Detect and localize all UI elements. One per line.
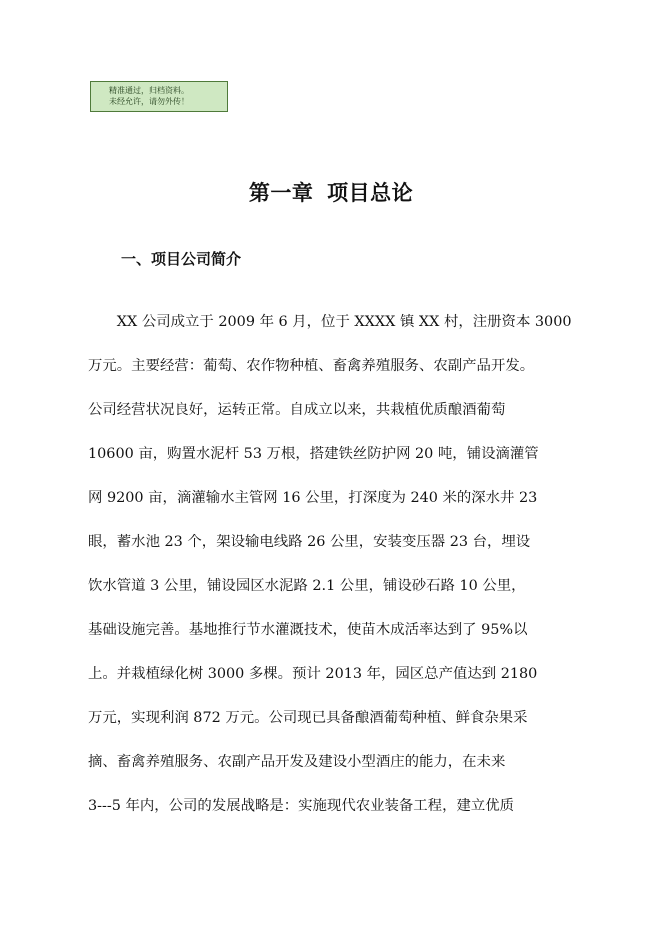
paragraph-line: 万元，实现利润 872 万元。公司现已具备酿酒葡萄种植、鲜食杂果采 — [88, 710, 528, 726]
paragraph-line: 饮水管道 3 公里，铺设园区水泥路 2.1 公里，铺设砂石路 10 公里， — [88, 578, 526, 594]
paragraph-line: 摘、畜禽养殖服务、农副产品开发及建设小型酒庄的能力，在未来 — [88, 754, 506, 770]
paragraph-line: 上。并栽植绿化树 3000 多棵。预计 2013 年，园区总产值达到 2180 — [88, 666, 538, 682]
stamp-line-2: 未经允许，请勿外传！ — [109, 97, 189, 106]
paragraph-line: 3---5 年内，公司的发展战略是：实施现代农业装备工程，建立优质 — [88, 798, 515, 814]
paragraph-line: 10600 亩，购置水泥杆 53 万根，搭建铁丝防护网 20 吨，铺设滴灌管 — [88, 446, 539, 462]
paragraph-line: 眼，蓄水池 23 个，架设输电线路 26 公里，安装变压器 23 台，埋设 — [88, 534, 531, 550]
paragraph-line: 基础设施完善。基地推行节水灌溉技术，使苗木成活率达到了 95%以 — [88, 622, 528, 638]
section-heading: 一、项目公司简介 — [121, 250, 242, 268]
confidential-stamp — [90, 81, 228, 112]
stamp-line-1: 精准通过，归档资料。 — [109, 86, 189, 95]
paragraph-line: 公司经营状况良好，运转正常。自成立以来，共栽植优质酿酒葡萄 — [88, 402, 506, 418]
paragraph-line: 万元。主要经营：葡萄、农作物种植、畜禽养殖服务、农副产品开发。 — [88, 358, 535, 374]
chapter-title: 第一章 项目总论 — [248, 181, 414, 205]
paragraph-line: 网 9200 亩，滴灌输水主管网 16 公里，打深度为 240 米的深水井 23 — [88, 490, 538, 506]
paragraph-line: XX 公司成立于 2009 年 6 月，位于 XXXX 镇 XX 村，注册资本 3000 — [88, 314, 572, 330]
